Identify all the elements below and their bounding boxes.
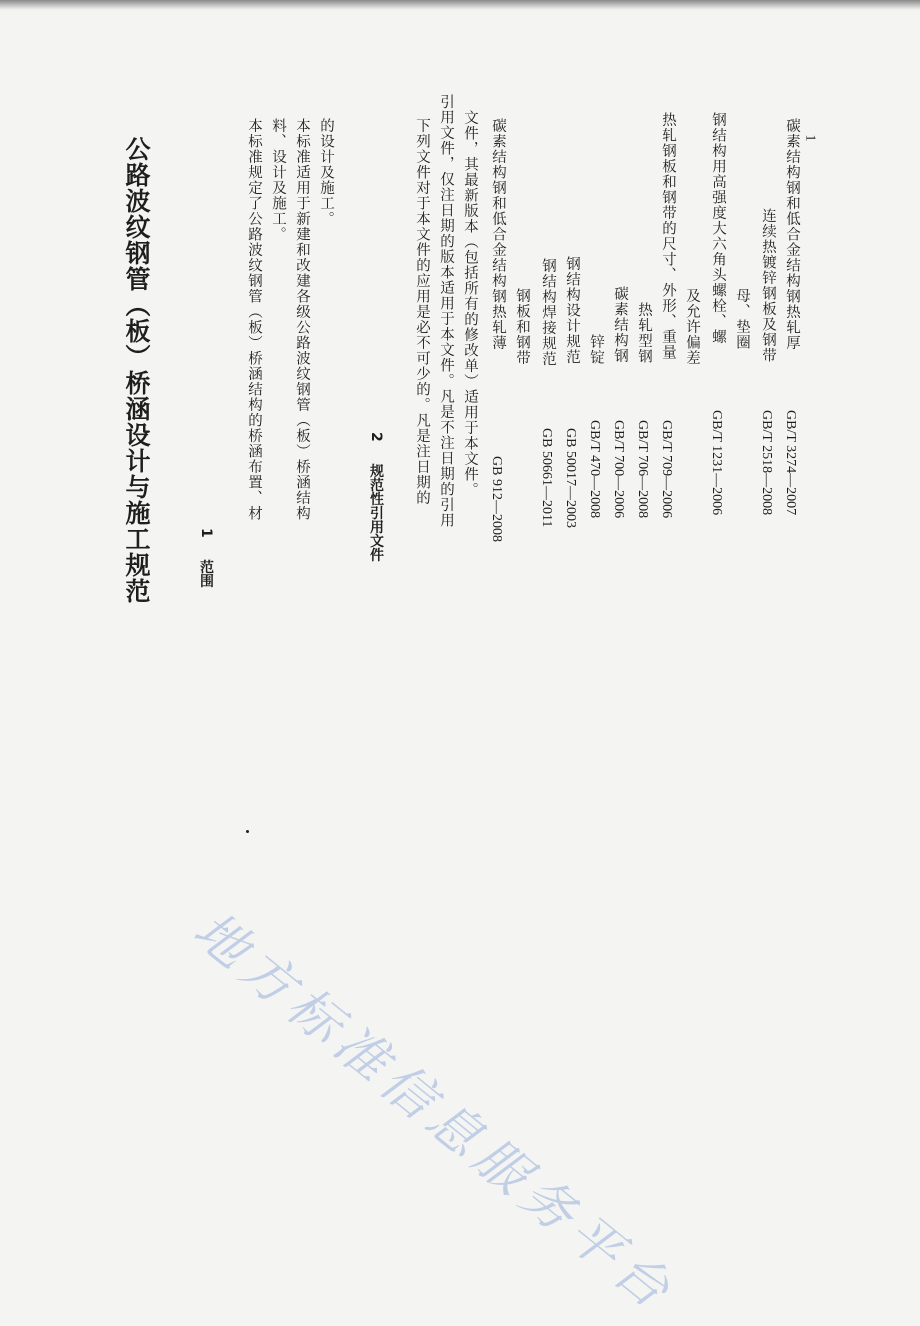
ref-1-title-line-1: 碳素结构钢和低合金结构钢热轧薄: [490, 118, 506, 351]
ref-10-title: 碳素结构钢和低合金结构钢热轧厚: [784, 118, 800, 351]
ref-8-title-line-1: 钢结构用高强度大六角头螺栓、螺: [710, 112, 726, 345]
section-1-para-2-line-1: 本标准适用于新建和改建各级公路波纹钢管（板）桥涵结构: [294, 118, 310, 521]
ref-9-title: 连续热镀锌钢板及钢带: [760, 208, 776, 363]
ref-6-code: GB/T 706—2008: [635, 420, 650, 519]
section-1-heading: [196, 528, 216, 588]
section-2-title: 规范性引用文件: [368, 463, 384, 562]
ref-2-title: 钢结构焊接规范: [540, 258, 556, 367]
ref-7-title-line-2: 及允许偏差: [684, 288, 700, 366]
section-2-intro-line-2: 引用文件，仅注日期的版本适用于本文件。凡是不注日期的引用: [438, 94, 454, 528]
ref-1-code: GB 912—2008: [489, 456, 504, 542]
ref-2-code: GB 50661—2011: [539, 428, 554, 528]
section-1-para-1-line-1: 本标准规定了公路波纹钢管（板）桥涵结构的桥涵布置、材: [246, 118, 262, 521]
ref-3-title: 钢结构设计规范: [564, 256, 580, 365]
ref-1-title-line-2: 钢板和钢带: [514, 288, 530, 366]
ref-8-title-line-2: 母、垫圈: [734, 288, 750, 350]
section-1-title: 范围: [198, 559, 214, 588]
section-1-para-2-line-2: 的设计及施工。: [318, 118, 334, 227]
ref-6-title: 热轧型钢: [636, 302, 652, 364]
ref-7-title-line-1: 热轧钢板和钢带的尺寸、外形、重量: [660, 112, 676, 360]
ref-9-code: GB/T 2518—2008: [759, 410, 774, 516]
section-2-intro-line-1: 下列文件对于本文件的应用是必不可少的。凡是注日期的: [414, 118, 430, 506]
watermark: 地方标准信息服务平台: [182, 900, 687, 1325]
ref-5-code: GB/T 700—2006: [611, 420, 626, 519]
ref-10-code: GB/T 3274—2007: [783, 410, 798, 516]
section-2-number: 2: [368, 432, 384, 442]
ref-8-code: GB/T 1231—2006: [709, 410, 724, 516]
section-2-intro-line-3: 文件，其最新版本（包括所有的修改单）适用于本文件。: [462, 110, 478, 498]
ref-7-code: GB/T 709—2006: [659, 420, 674, 519]
section-2-heading: [366, 432, 386, 562]
section-1-number: 1: [198, 528, 214, 538]
page-number: 1: [802, 134, 818, 142]
ref-4-title: 锌锭: [588, 334, 604, 365]
scan-top-edge: [0, 0, 920, 10]
scan-speck: [246, 830, 249, 833]
ref-3-code: GB 50017—2003: [563, 428, 578, 528]
document-title: 公路波纹钢管（板）桥涵设计与施工规范: [122, 136, 151, 604]
ref-4-code: GB/T 470—2008: [587, 420, 602, 519]
ref-5-title: 碳素结构钢: [612, 286, 628, 364]
section-1-para-1-line-2: 料、设计及施工。: [270, 118, 286, 242]
